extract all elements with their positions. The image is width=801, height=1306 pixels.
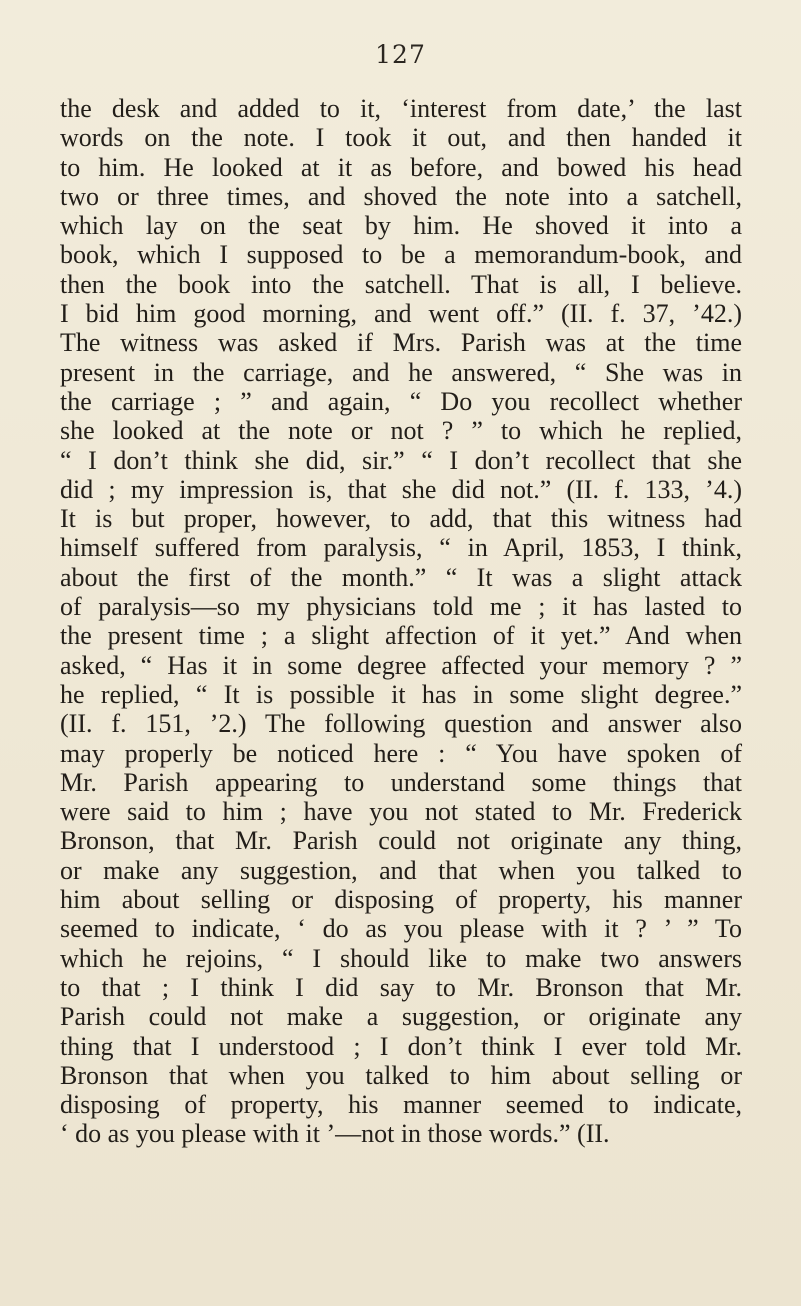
text-line: book, which I supposed to be a memorandum-book, and <box>60 240 742 270</box>
text-line: the desk and added to it, ‘interest from date,’ the last <box>60 94 742 123</box>
text-line: may properly be noticed here : “ You have spoken of <box>60 738 742 768</box>
text-line: ‘ do as you please with it ’—not in those words.” (II. <box>60 1119 610 1149</box>
text-line: to that ; I think I did say to Mr. Bronson that Mr. <box>60 972 742 1002</box>
text-line: which he rejoins, “ I should like to make two answers <box>60 943 742 973</box>
text-line: did ; my impression is, that she did not.” (II. f. 133, ’4.) <box>60 474 742 504</box>
text-line: of paralysis—so my physicians told me ; it has lasted to <box>60 592 742 622</box>
text-line: she looked at the note or not ? ” to which he replied, <box>60 416 742 446</box>
text-line: (II. f. 151, ’2.) The following question and answer also <box>60 709 742 739</box>
text-line: or make any suggestion, and that when you talked to <box>60 855 742 885</box>
text-line: seemed to indicate, ‘ do as you please with it ? ’ ” To <box>60 914 742 944</box>
text-line: he replied, “ It is possible it has in some slight degree.” <box>60 679 742 709</box>
text-line: words on the note. I took it out, and then handed it <box>60 123 742 153</box>
text-line: asked, “ Has it in some degree affected your memory ? ” <box>60 650 742 680</box>
text-line: Bronson that when you talked to him about selling or <box>60 1060 742 1090</box>
text-line: to him. He looked at it as before, and bowed his head <box>60 152 742 182</box>
text-line: It is but proper, however, to add, that this witness had <box>60 504 742 534</box>
text-line: Bronson, that Mr. Parish could not originate any thing, <box>60 826 742 856</box>
text-line: him about selling or disposing of property, his manner <box>60 885 742 915</box>
text-line: were said to him ; have you not stated to Mr. Frederick <box>60 797 742 827</box>
text-line: disposing of property, his manner seemed to indicate, <box>60 1090 742 1120</box>
text-line: “ I don’t think she did, sir.” “ I don’t recollect that she <box>60 445 742 475</box>
text-line: then the book into the satchell. That is all, I believe. <box>60 269 742 299</box>
text-line: which lay on the seat by him. He shoved it into a <box>60 211 742 241</box>
text-line: the carriage ; ” and again, “ Do you recollect whether <box>60 386 742 416</box>
text-line: two or three times, and shoved the note into a satchell, <box>60 181 742 211</box>
text-line: Parish could not make a suggestion, or originate any <box>60 1002 742 1032</box>
text-line: I bid him good morning, and went off.” (II. f. 37, ’42.) <box>60 299 742 329</box>
text-line: Mr. Parish appearing to understand some things that <box>60 767 742 797</box>
text-line: thing that I understood ; I don’t think I ever told Mr. <box>60 1031 742 1061</box>
text-line: The witness was asked if Mrs. Parish was at the time <box>60 328 742 358</box>
text-line: the present time ; a slight affection of it yet.” And when <box>60 621 742 651</box>
text-line: himself suffered from paralysis, “ in April, 1853, I think, <box>60 533 742 563</box>
text-line: present in the carriage, and he answered, “ She was in <box>60 357 742 387</box>
page-number: 127 <box>375 40 426 69</box>
text-line: about the first of the month.” “ It was a slight attack <box>60 562 742 592</box>
body-text <box>60 94 742 1149</box>
